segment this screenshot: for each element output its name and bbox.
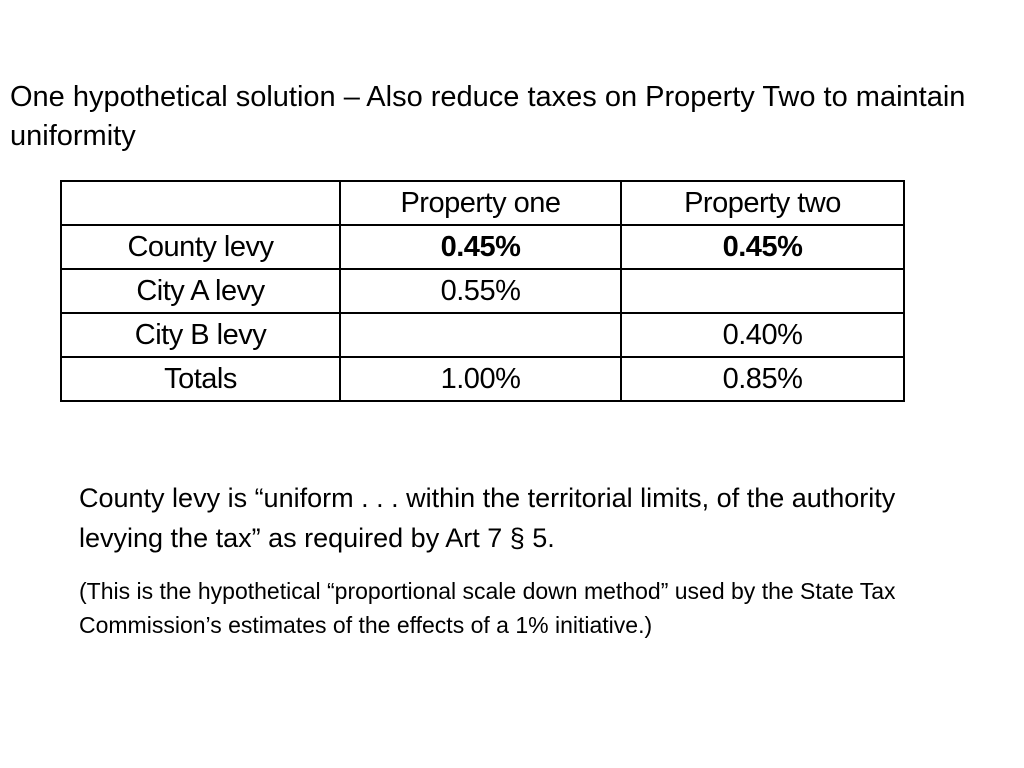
cell-value: 0.55% bbox=[340, 269, 621, 313]
cell-value: 1.00% bbox=[340, 357, 621, 401]
header-property-one: Property one bbox=[340, 181, 621, 225]
row-label: Totals bbox=[61, 357, 340, 401]
row-label: City B levy bbox=[61, 313, 340, 357]
table-row-city-b-levy bbox=[61, 313, 904, 357]
table-row-city-a-levy bbox=[61, 269, 904, 313]
cell-value: 0.45% bbox=[621, 225, 904, 269]
cell-value bbox=[340, 313, 621, 357]
row-label: City A levy bbox=[61, 269, 340, 313]
table-row-county-levy bbox=[61, 225, 904, 269]
header-property-two: Property two bbox=[621, 181, 904, 225]
row-label: County levy bbox=[61, 225, 340, 269]
body-text-main: County levy is “uniform . . . within the territorial limits, of the authority levying the tax” as required by Art 7 § 5. bbox=[79, 483, 896, 553]
cell-value: 0.85% bbox=[621, 357, 904, 401]
body-text-note: (This is the hypothetical “proportional scale down method” used by the State Tax Commission’s estimates of the effects of a 1% initiative.) bbox=[79, 578, 896, 638]
header-cell-empty bbox=[61, 181, 340, 225]
cell-value: 0.40% bbox=[621, 313, 904, 357]
table-row-totals bbox=[61, 357, 904, 401]
levy-table bbox=[60, 180, 905, 402]
cell-value: 0.45% bbox=[340, 225, 621, 269]
slide-title: One hypothetical solution – Also reduce taxes on Property Two to maintain uniformity bbox=[10, 81, 966, 152]
table-header-row bbox=[61, 181, 904, 225]
cell-value bbox=[621, 269, 904, 313]
